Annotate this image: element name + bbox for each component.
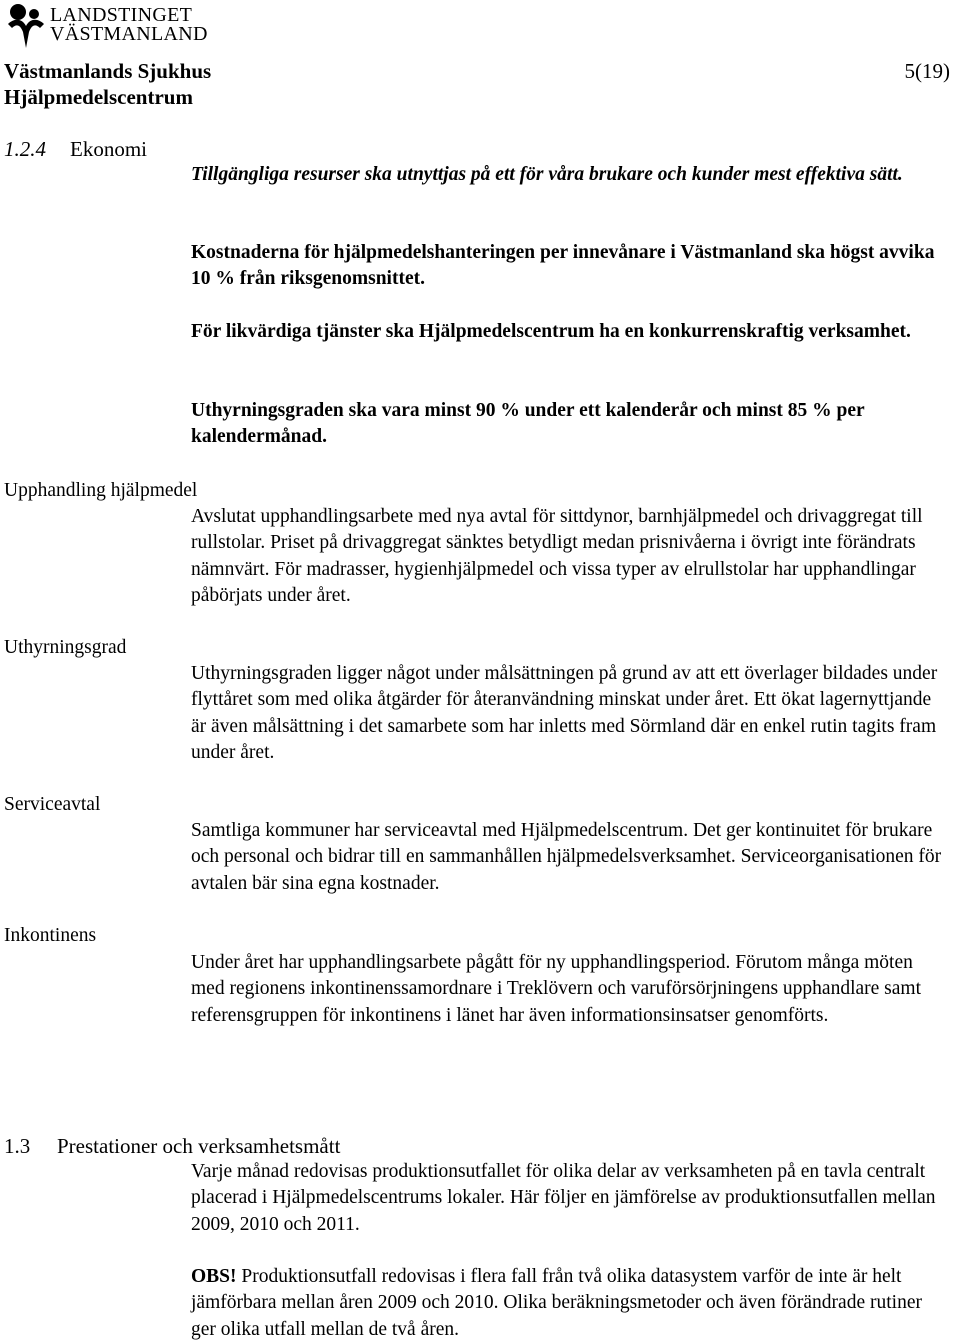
econ-goal-3: Uthyrningsgraden ska vara minst 90 % under ett kalenderår och minst 85 % per kalendermånad. — [191, 400, 865, 448]
page-number: 5(19) — [904, 59, 950, 83]
section-label-serviceavtal: Serviceavtal — [4, 794, 101, 815]
section-label-inkontinens: Inkontinens — [4, 925, 97, 946]
econ-section-number: 1.2.4 — [4, 137, 46, 161]
dept-name: Hjälpmedelscentrum — [4, 85, 193, 109]
logo-line-1: LANDSTINGET — [50, 4, 193, 26]
prod-section-number: 1.3 — [4, 1134, 31, 1158]
econ-goal-2: För likvärdiga tjänster ska Hjälpmedelscentrum ha en konkurrenskraftig verksamhet. — [191, 321, 911, 342]
econ-section-title: Ekonomi — [70, 137, 147, 161]
obs-label: OBS! — [191, 1266, 237, 1287]
econ-goal-1: Kostnaderna för hjälpmedelshanteringen per innevånare i Västmanland ska högst avvika 10 % från riksgenomsnittet. — [191, 242, 935, 290]
obs-text: Produktionsutfall redovisas i flera fall från två olika datasystem varför de inte är helt jämförbara mellan åren 2009 och 2010. Olika beräkningsmetoder och även förändrade rutiner ger olika utfall mellan de två åren. — [191, 1266, 922, 1340]
prod-section-title: Prestationer och verksamhetsmått — [57, 1134, 341, 1158]
org-name: Västmanlands Sjukhus — [4, 59, 212, 83]
logo — [4, 2, 208, 52]
section-text-inkontinens: Under året har upphandlingsarbete pågått för ny upphandlingsperiod. Förutom många möten med regionens inkontinenssamordnare i Treklövern och varuförsörjningens upphandlare samt referensgruppen för inkontinens i länet har även informationsinsatser genomförts. — [191, 952, 922, 1026]
section-label-upphandling: Upphandling hjälpmedel — [4, 480, 198, 501]
section-text-serviceavtal: Samtliga kommuner har serviceavtal med Hjälpmedelscentrum. Det ger kontinuitet för brukare och personal och bidrar till en sammanhållen hjälpmedelsverksamhet. Serviceorganisationen för avtalen bär sina egna kostnader. — [191, 820, 942, 894]
landstinget-logo-icon — [4, 2, 48, 50]
econ-goal-intro: Tillgängliga resurser ska utnyttjas på ett för våra brukare och kunder mest effektiva sätt. — [191, 164, 903, 185]
logo-wordmark — [50, 6, 208, 44]
section-text-upphandling: Avslutat upphandlingsarbete med nya avtal för sittdynor, barnhjälpmedel och drivaggregat till rullstolar. Priset på drivaggregat sänktes betydligt medan prisnivåerna i övrigt inte förändrats nämnvärt. För madrasser, hygienhjälpmedel och vissa typer av elrullstolar har upphandlingar påbörjats under året. — [191, 506, 923, 606]
logo-line-2: VÄSTMANLAND — [50, 23, 208, 45]
obs-paragraph — [191, 1264, 951, 1343]
section-text-uthyrningsgrad: Uthyrningsgraden ligger något under målsättningen på grund av att ett överlager bildades under flyttåret som med olika åtgärder för återanvändning minskat under året. Ett ökat lagernyttjande är även målsättning i det samarbete som har inletts med Sörmland där en enkel rutin tagits fram under året. — [191, 663, 938, 763]
section-label-uthyrningsgrad: Uthyrningsgrad — [4, 637, 127, 658]
prod-text: Varje månad redovisas produktionsutfallet för olika delar av verksamheten på en tavla centralt placerad i Hjälpmedelscentrums lokaler. Här följer en jämförelse av produktionsutfallen mellan 2009, 2010 och 2011. — [191, 1161, 936, 1235]
